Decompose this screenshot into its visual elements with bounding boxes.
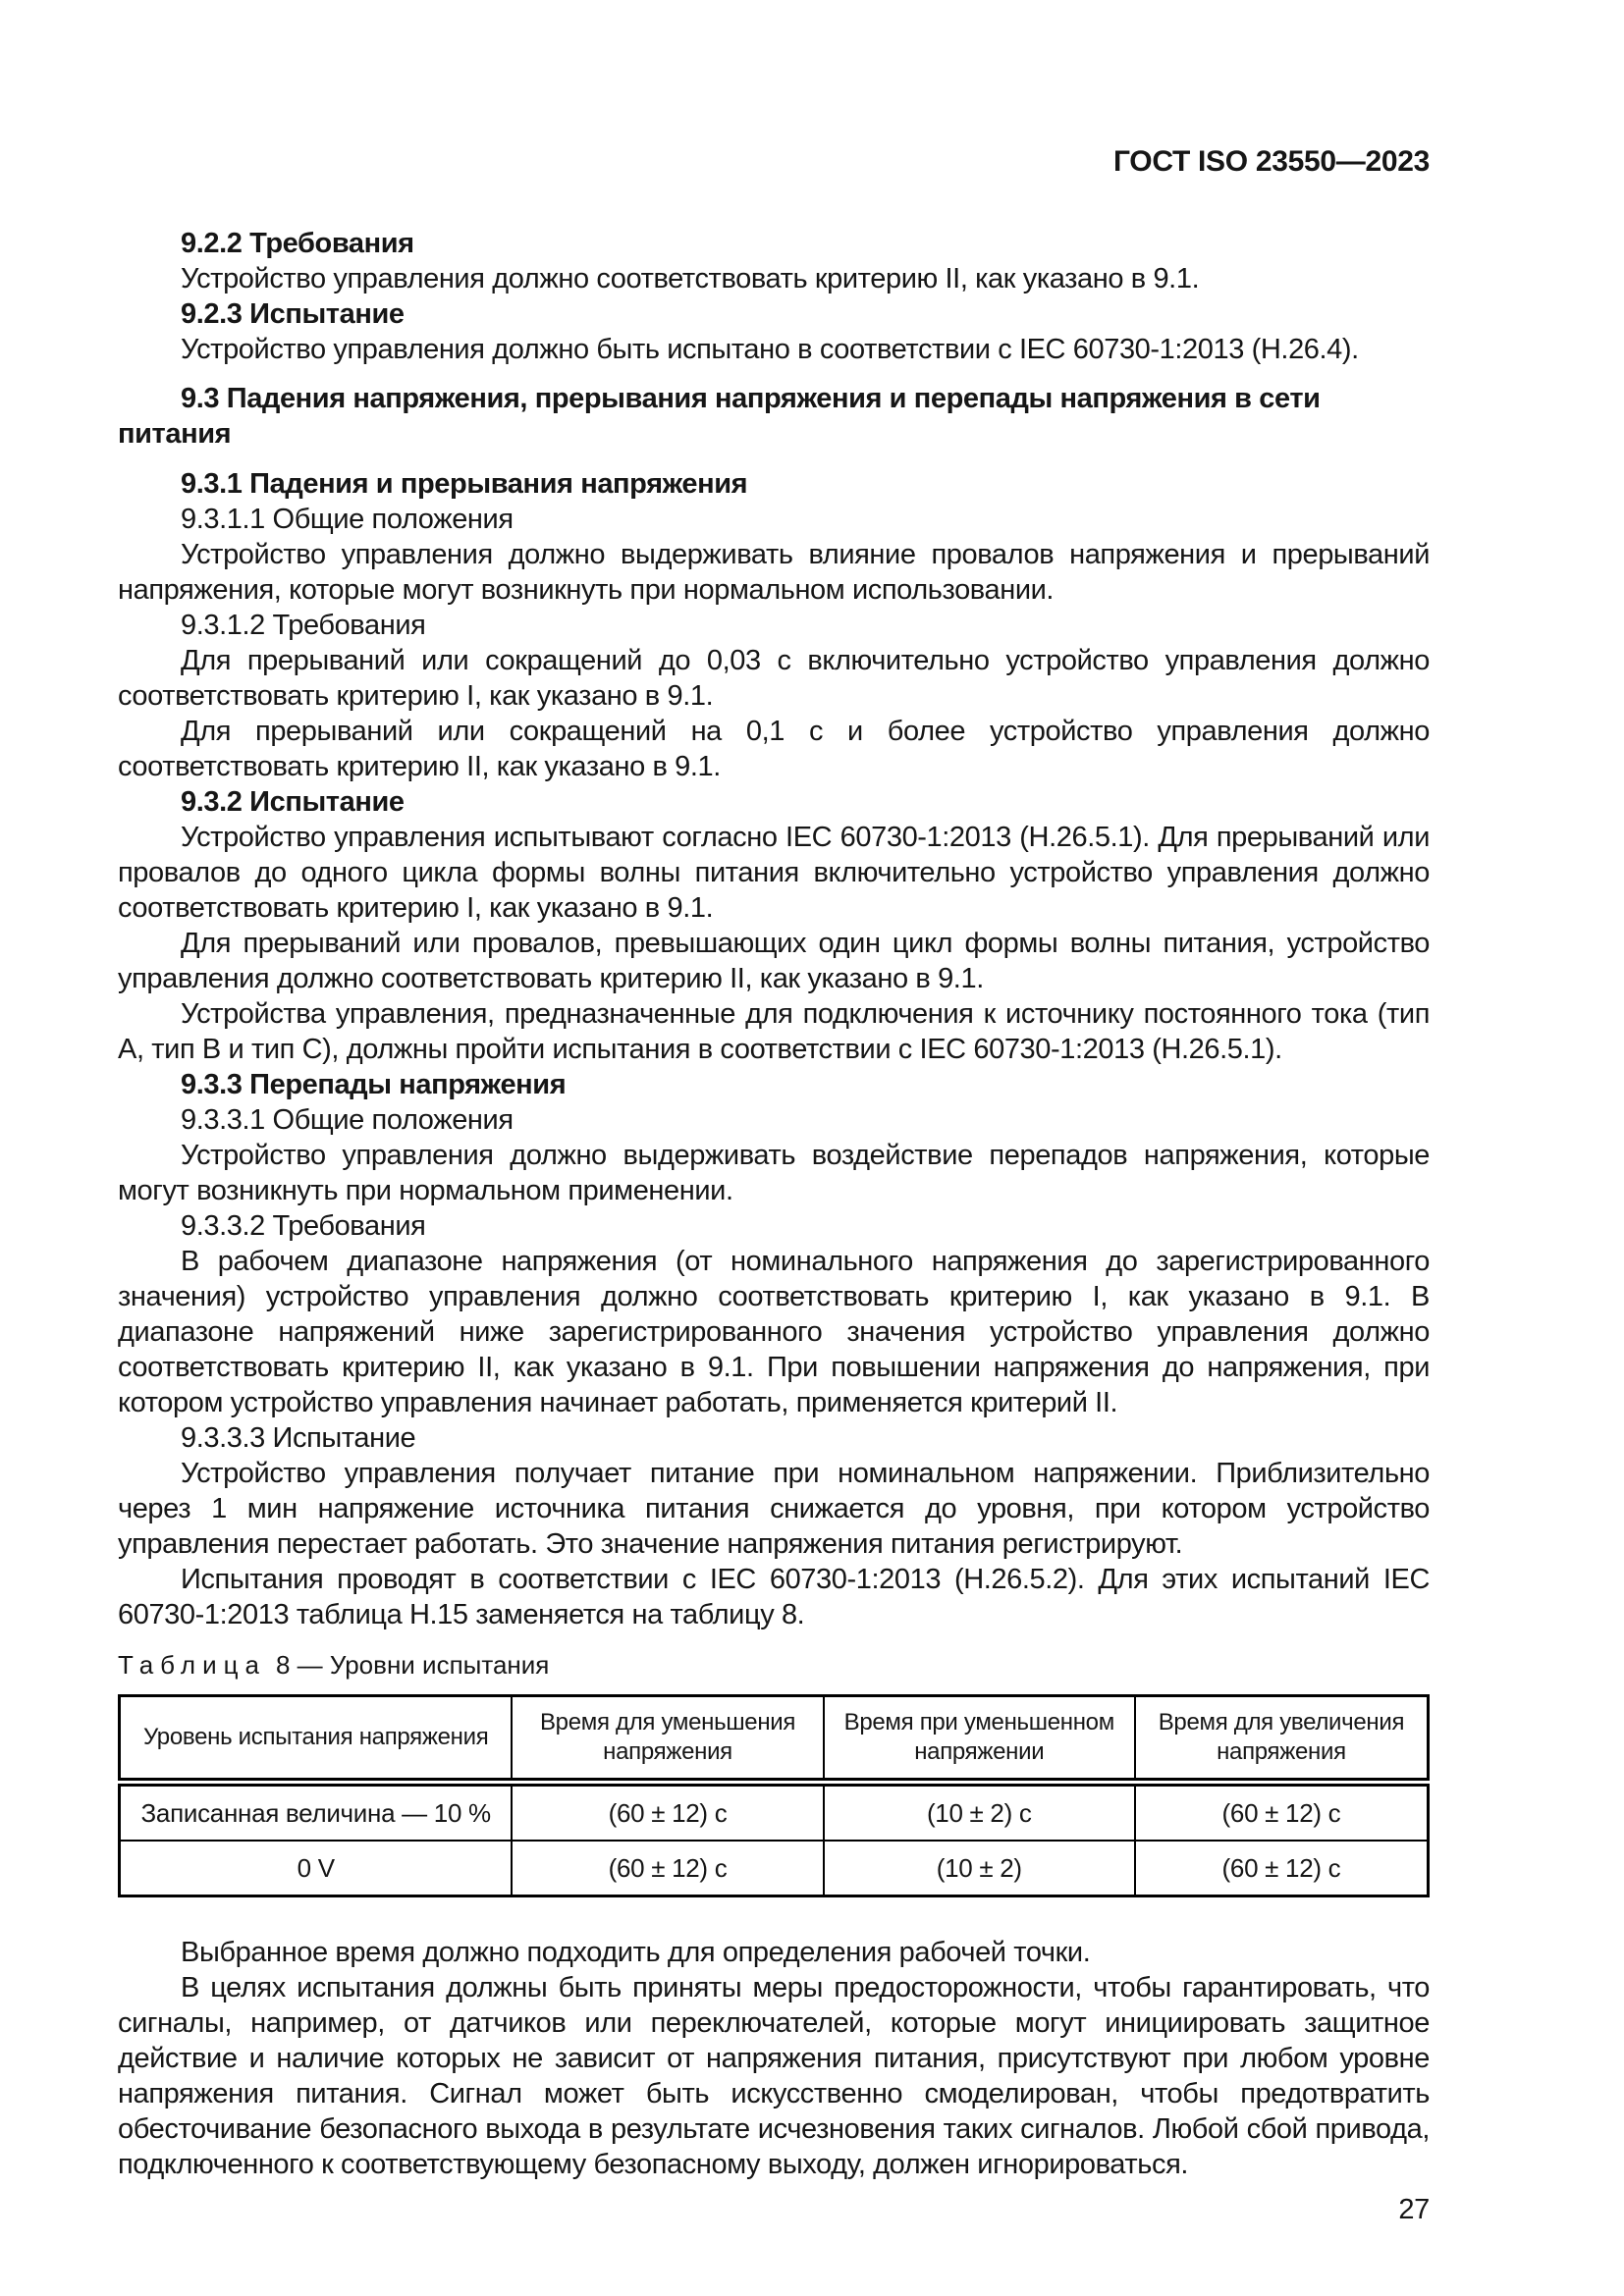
column-header-increase-time: Время для увеличения напряжения [1135, 1696, 1429, 1783]
document-body [118, 226, 1430, 2227]
paragraph: Устройства управления, предназначенные для подключения к источнику постоянного тока (тип A, тип B и тип C), должны пройти испытания в соответствии с IEC 60730-1:2013 (H.26.5.1). [118, 998, 1430, 1065]
table-row [120, 1841, 1429, 1896]
paragraph: В рабочем диапазоне напряжения (от номинального напряжения до зарегистрированного значения) устройство управления должно соответствовать критерию I, как указано в 9.1. В диапазоне напряжений ниже зарегистрированного значения устройство управления должно соответствовать критерию II, как указано в 9.1. При повышении напряжения до напряжения, при котором устройство управления начинает работать, применяется критерий II. [118, 1246, 1430, 1418]
section-heading-9-2-2: 9.2.2 Требования [181, 228, 414, 259]
section-heading-9-3-1: 9.3.1 Падения и прерывания напряжения [181, 468, 748, 500]
table-caption-title: 8 — Уровни испытания [275, 1650, 550, 1680]
paragraph: Для прерываний или провалов, превышающих один цикл формы волны питания, устройство управления должно соответствовать критерию II, как указано в 9.1. [118, 928, 1430, 994]
table-row [120, 1783, 1429, 1842]
clause-heading-9-3-1-2: 9.3.1.2 Требования [181, 610, 426, 641]
column-header-decrease-time: Время для уменьшения напряжения [512, 1696, 823, 1783]
paragraph: Выбранное время должно подходить для определения рабочей точки. [181, 1937, 1091, 1968]
paragraph: Устройство управления должно выдерживать воздействие перепадов напряжения, которые могут возникнуть при нормальном применении. [118, 1140, 1430, 1206]
paragraph: Для прерываний или сокращений на 0,1 с и более устройство управления должно соответствовать критерию II, как указано в 9.1. [118, 716, 1430, 782]
paragraph: Устройство управления должно соответствовать критерию II, как указано в 9.1. [181, 263, 1200, 294]
table-cell: (60 ± 12) с [512, 1783, 823, 1842]
clause-heading-9-3-3-3: 9.3.3.3 Испытание [181, 1422, 416, 1454]
paragraph: Устройство управления испытывают согласно IEC 60730-1:2013 (H.26.5.1). Для прерываний или провалов до одного цикла формы волны питания включительно устройство управления должно соответствовать критерию I, как указано в 9.1. [118, 822, 1430, 924]
table-header-row [120, 1696, 1429, 1783]
column-header-level: Уровень испытания напряжения [120, 1696, 513, 1783]
table-caption [118, 1647, 1430, 1682]
clause-heading-9-3-3-1: 9.3.3.1 Общие положения [181, 1104, 514, 1136]
page-number: 27 [1398, 2194, 1430, 2225]
clause-heading-9-3-3-2: 9.3.3.2 Требования [181, 1210, 426, 1242]
clause-heading-9-3-1-1: 9.3.1.1 Общие положения [181, 504, 514, 535]
table-cell: (10 ± 2) [824, 1841, 1135, 1896]
column-header-reduced-time: Время при уменьшенном напряжении [824, 1696, 1135, 1783]
document-code: ГОСТ ISO 23550—2023 [1112, 145, 1430, 178]
section-heading-9-3-3: 9.3.3 Перепады напряжения [181, 1069, 567, 1100]
section-heading-9-3: 9.3 Падения напряжения, прерывания напряжения и перепады напряжения в сети питания [118, 383, 1321, 450]
paragraph: Для прерываний или сокращений до 0,03 с включительно устройство управления должно соответствовать критерию I, как указано в 9.1. [118, 645, 1430, 712]
table-cell: (10 ± 2) с [824, 1783, 1135, 1842]
paragraph: Устройство управления должно выдерживать влияние провалов напряжения и прерываний напряжения, которые могут возникнуть при нормальном использовании. [118, 539, 1430, 606]
paragraph: Устройство управления получает питание при номинальном напряжении. Приблизительно через 1 мин напряжение источника питания снижается до уровня, при котором устройство управления перестает работать. Это значение напряжения питания регистрируют. [118, 1458, 1430, 1560]
paragraph: Испытания проводят в соответствии с IEC 60730-1:2013 (H.26.5.2). Для этих испытаний IEC 60730-1:2013 таблица H.15 заменяется на таблицу 8. [118, 1564, 1430, 1630]
paragraph: Устройство управления должно быть испытано в соответствии с IEC 60730-1:2013 (H.26.4). [181, 334, 1359, 365]
paragraph: В целях испытания должны быть приняты меры предосторожности, чтобы гарантировать, что сигналы, например, от датчиков или переключателей, которые могут инициировать защитное действие и наличие которых не зависит от напряжения питания, присутствуют при любом уровне напряжения питания. Сигнал может быть искусственно смоделирован, чтобы предотвратить обесточивание безопасного выхода в результате исчезновения таких сигналов. Любой сбой привода, подключенного к соответствующему безопасному выходу, должен игнорироваться. [118, 1972, 1430, 2180]
test-levels-table [118, 1694, 1430, 1897]
table-cell: (60 ± 12) с [1135, 1783, 1429, 1842]
table-caption-label: Таблица [118, 1650, 266, 1680]
table-cell: 0 V [120, 1841, 513, 1896]
section-heading-9-3-2: 9.3.2 Испытание [181, 786, 405, 818]
table-cell: (60 ± 12) с [512, 1841, 823, 1896]
table-cell: Записанная величина — 10 % [120, 1783, 513, 1842]
table-cell: (60 ± 12) с [1135, 1841, 1429, 1896]
section-heading-9-2-3: 9.2.3 Испытание [181, 298, 405, 330]
